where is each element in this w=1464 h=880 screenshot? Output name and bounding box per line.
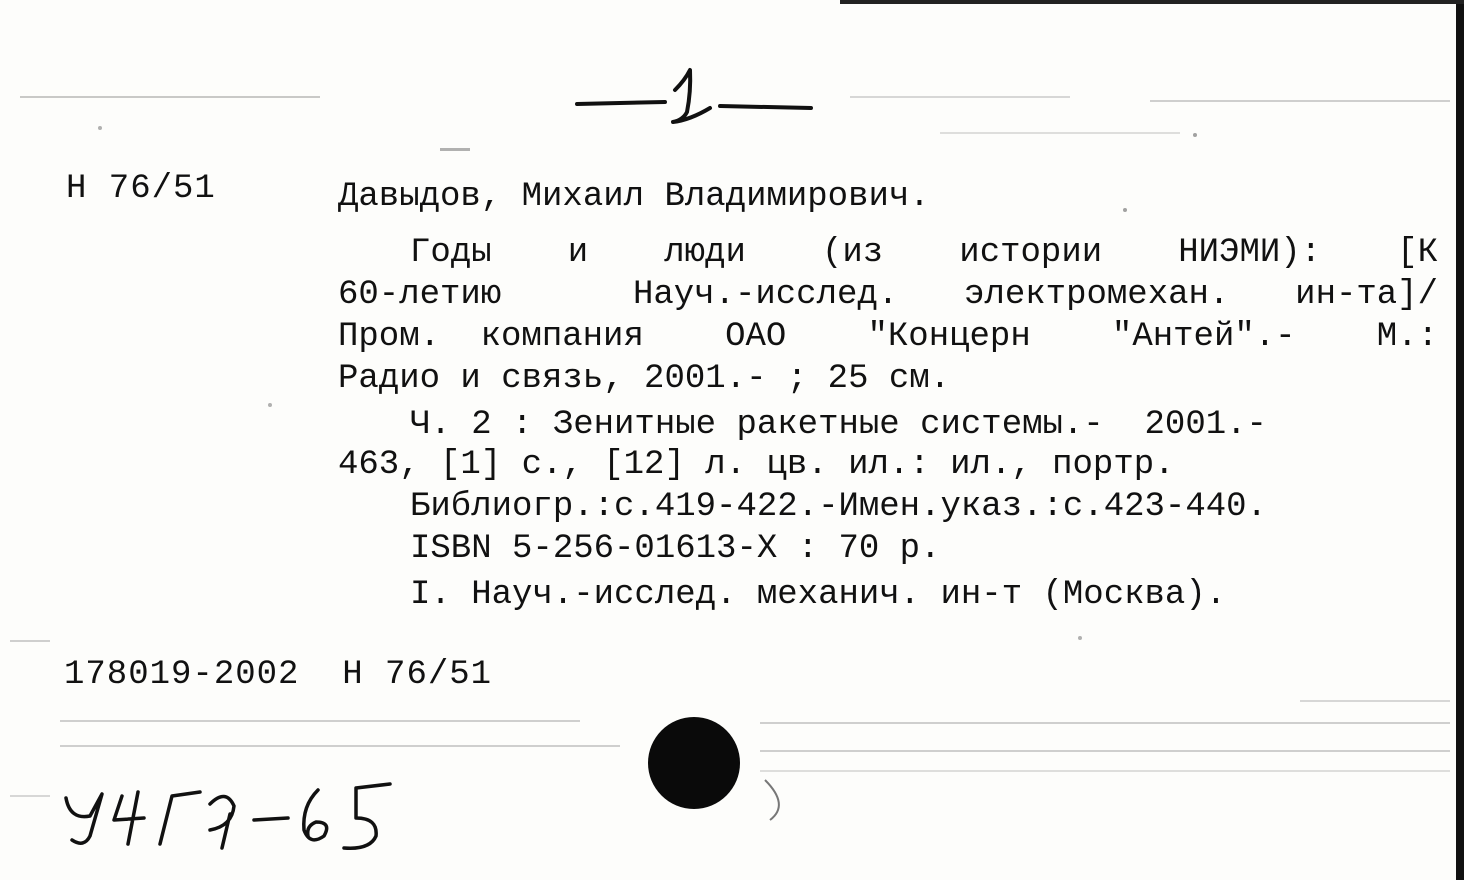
shelf-mark: Н 76/51 (66, 170, 216, 208)
bibliography-note: Библиогр.:с.419-422.-Имен.указ.:с.423-440. (410, 488, 1267, 526)
added-entry: I. Науч.-исслед. механич. ин-т (Москва). (410, 576, 1227, 614)
punch-hole (648, 717, 740, 809)
title-line-4: Радио и связь, 2001.- ; 25 см. (338, 360, 951, 398)
title-line-2: 60-летию Науч.-исслед. электромехан. ин-та]/ (338, 276, 1438, 314)
handwritten-code (60, 770, 420, 860)
accession-number: 178019-2002 Н 76/51 (64, 656, 493, 694)
title-line-1: Годы и люди (из истории НИЭМИ): [К (410, 234, 1438, 272)
isbn-line: ISBN 5-256-01613-X : 70 р. (410, 530, 941, 568)
part-line-2: 463, [1] с., [12] л. цв. ил.: ил., портр. (338, 446, 1175, 484)
title-line-3: Пром. компания ОАО "Концерн "Антей".- М.: (338, 318, 1438, 356)
part-line-1: Ч. 2 : Зенитные ракетные системы.- 2001.- (410, 406, 1267, 444)
author-heading: Давыдов, Михаил Владимирович. (338, 178, 930, 216)
handwritten-page-number (575, 62, 815, 132)
